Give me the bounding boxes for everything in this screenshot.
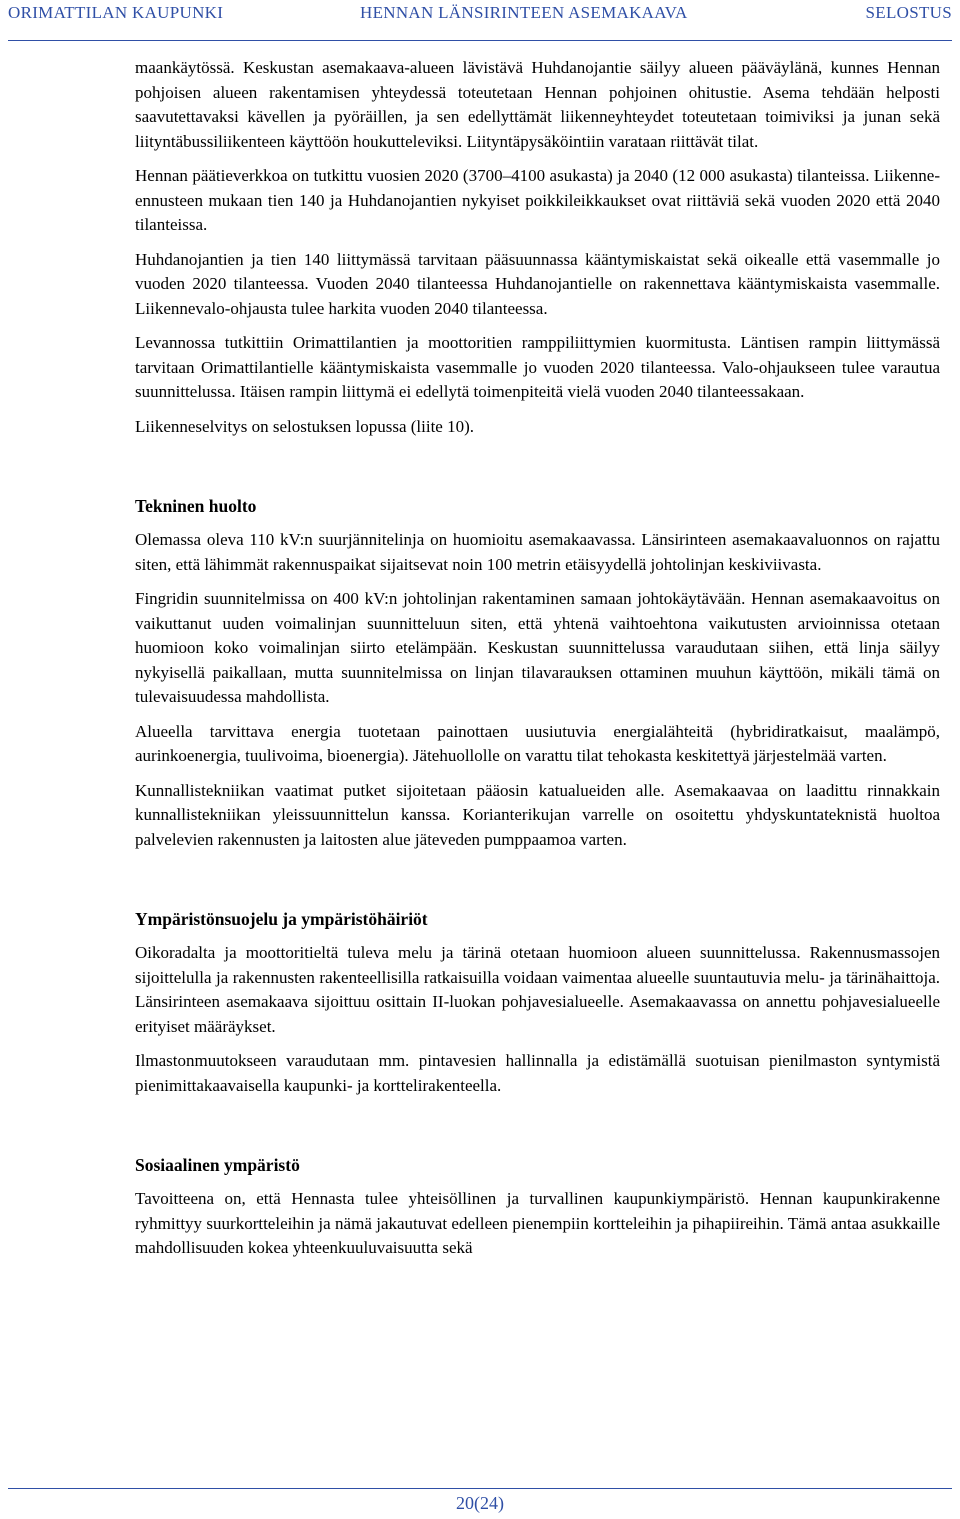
section-heading: Ympäristönsuojelu ja ympäristöhäiriöt [135,909,428,929]
page-header [0,3,960,29]
paragraph: Ilmastonmuutokseen varaudutaan mm. pintavesien hallinnalla ja edistämällä suotuisan pienilmaston syntymistä pienimittakaavaisella kaupunki- ja korttelirakenteella. [135,1051,940,1095]
section-heading: Sosiaalinen ympäristö [135,1155,300,1175]
header-organization: ORIMATTILAN KAUPUNKI [8,3,224,22]
paragraph: Alueella tarvittava energia tuotetaan painottaen uusiutuvia energialähteitä (hybridiratkaisut, maalämpö, aurinkoenergia, tuulivoima, bioenergia). Jätehuollolle on varattu tilat tehokasta keskitettyä järjestelmää varten. [135,721,940,765]
paragraph: Olemassa oleva 110 kV:n suurjännitelinja on huomioitu asemakaavassa. Länsirinteen asemakaavaluonnos on rajattu siten, että lähimmät rakennuspaikat sijaitsevat noin 100 metrin etäisyydellä johtolinjan keskiviivasta. [135,530,940,574]
header-document-title: HENNAN LÄNSIRINTEEN ASEMAKAAVA [360,3,688,22]
traffic-section [135,56,940,439]
paragraph: Levannossa tutkittiin Orimattilantien ja moottoritien ramppiliittymien kuormitusta. Läntisen rampin liittymässä tarvitaan Orimattilantielle kääntymiskaista vasemmalle jo vuoden 2020 tilanteessa. Valo-ohjaukseen tulee varautua suunnittelussa. Itäisen rampin liittymä ei edellytä toimenpiteitä vielä vuoden 2040 tilanteessakaan. [135,333,940,401]
paragraph: Tavoitteena on, että Hennasta tulee yhteisöllinen ja turvallinen kaupunkiympäristö. Hennan kaupunkirakenne ryhmittyy suurkortteleihin ja nämä jakautuvat edelleen pienempiin kortteleihin ja pihapiireihin. Tämä antaa asukkaille mahdollisuuden kokea yhteenkuuluvaisuutta sekä [135,1189,940,1257]
paragraph: Huhdanojantien ja tien 140 liittymässä tarvitaan pääsuunnassa kääntymiskaistat sekä oikealle että vasemmalle jo vuoden 2020 tilanteessa. Vuoden 2040 tilanteessa Huhdanojantielle on rakennettava kääntymiskaista vasemmalle. Liikennevalo-ohjausta tulee harkita vuoden 2040 tilanteessa. [135,249,940,318]
paragraph: Kunnallistekniikan vaatimat putket sijoitetaan pääosin katualueiden alle. Asemakaavaa on laadittu rinnakkain kunnallistekniikan yleissuunnittelun kanssa. Korianterikujan varrelle on osoitettu yhdyskuntateknistä huoltoa palvelevien rakennusten ja laitosten alue jäteveden pumppaamoa varten. [135,780,940,849]
paragraph: Liikenneselvitys on selostuksen lopussa (liite 10). [135,416,475,436]
page-body [135,56,940,1261]
page-number: 20(24) [456,1493,504,1513]
technical-maintenance-section [135,494,940,852]
header-section: SELOSTUS [865,3,952,22]
environment-section [135,907,940,1098]
paragraph: maankäytössä. Keskustan asemakaava-alueen lävistävä Huhdanojantie säilyy alueen pääväylänä, kunnes Hennan pohjoisen alueen rakentamisen yhteydessä toteutetaan Hennan pohjoinen ohitustie. Asema tehdään helposti saavutettavaksi kävellen ja pyöräillen, ja sen edellyttämät liikenneyhteydet toteutetaan toimiviksi ja junan sekä liityntäbussiliikenteen käyttöön houkutteleviksi. Liityntäpysäköintiin varataan riittävät tilat. [135,58,940,151]
social-environment-section [135,1153,940,1261]
section-heading: Tekninen huolto [135,496,257,516]
paragraph: Oikoradalta ja moottoritieltä tuleva melu ja tärinä otetaan huomioon alueen suunnittelussa. Rakennusmassojen sijoittelulla ja rakennusten rakenteellisilla ratkaisuilla voidaan vaimentaa alueelle suuntautuvia melu- ja tärinähaittoja. Länsirinteen asemakaava sijoittuu osittain II-luokan pohjavesialueelle. Asemakaavassa on annettu pohjavesialueelle erityiset määräykset. [135,943,940,1036]
paragraph: Hennan päätieverkkoa on tutkittu vuosien 2020 (3700–4100 asukasta) ja 2040 (12 000 asukasta) tilanteissa. Liikenne-ennusteen mukaan tien 140 ja Huhdanojantien nykyiset poikkileikkaukset ovat riittäviä sekä vuoden 2020 että 2040 tilanteissa. [135,166,940,234]
footer-divider [8,1488,952,1489]
paragraph: Fingridin suunnitelmissa on 400 kV:n johtolinjan rakentaminen samaan johtokäytävään. Hennan asemakaavoitus on vaikuttanut uuden voimalinjan suunnitteluun siten, että yhtenä vaihtoehtona vaikutusten arvioinnissa otetaan huomioon koko voimalinjan siirto etelämpään. Keskustan suunnittelussa varaudutaan siihen, että linja säilyy nykyisellä paikallaan, mutta suunnitelmissa on linjan tilavarauksen ottaminen muuhun käyttöön, mikäli tämä on tulevaisuudessa mahdollista. [135,589,940,706]
header-divider [8,40,952,41]
